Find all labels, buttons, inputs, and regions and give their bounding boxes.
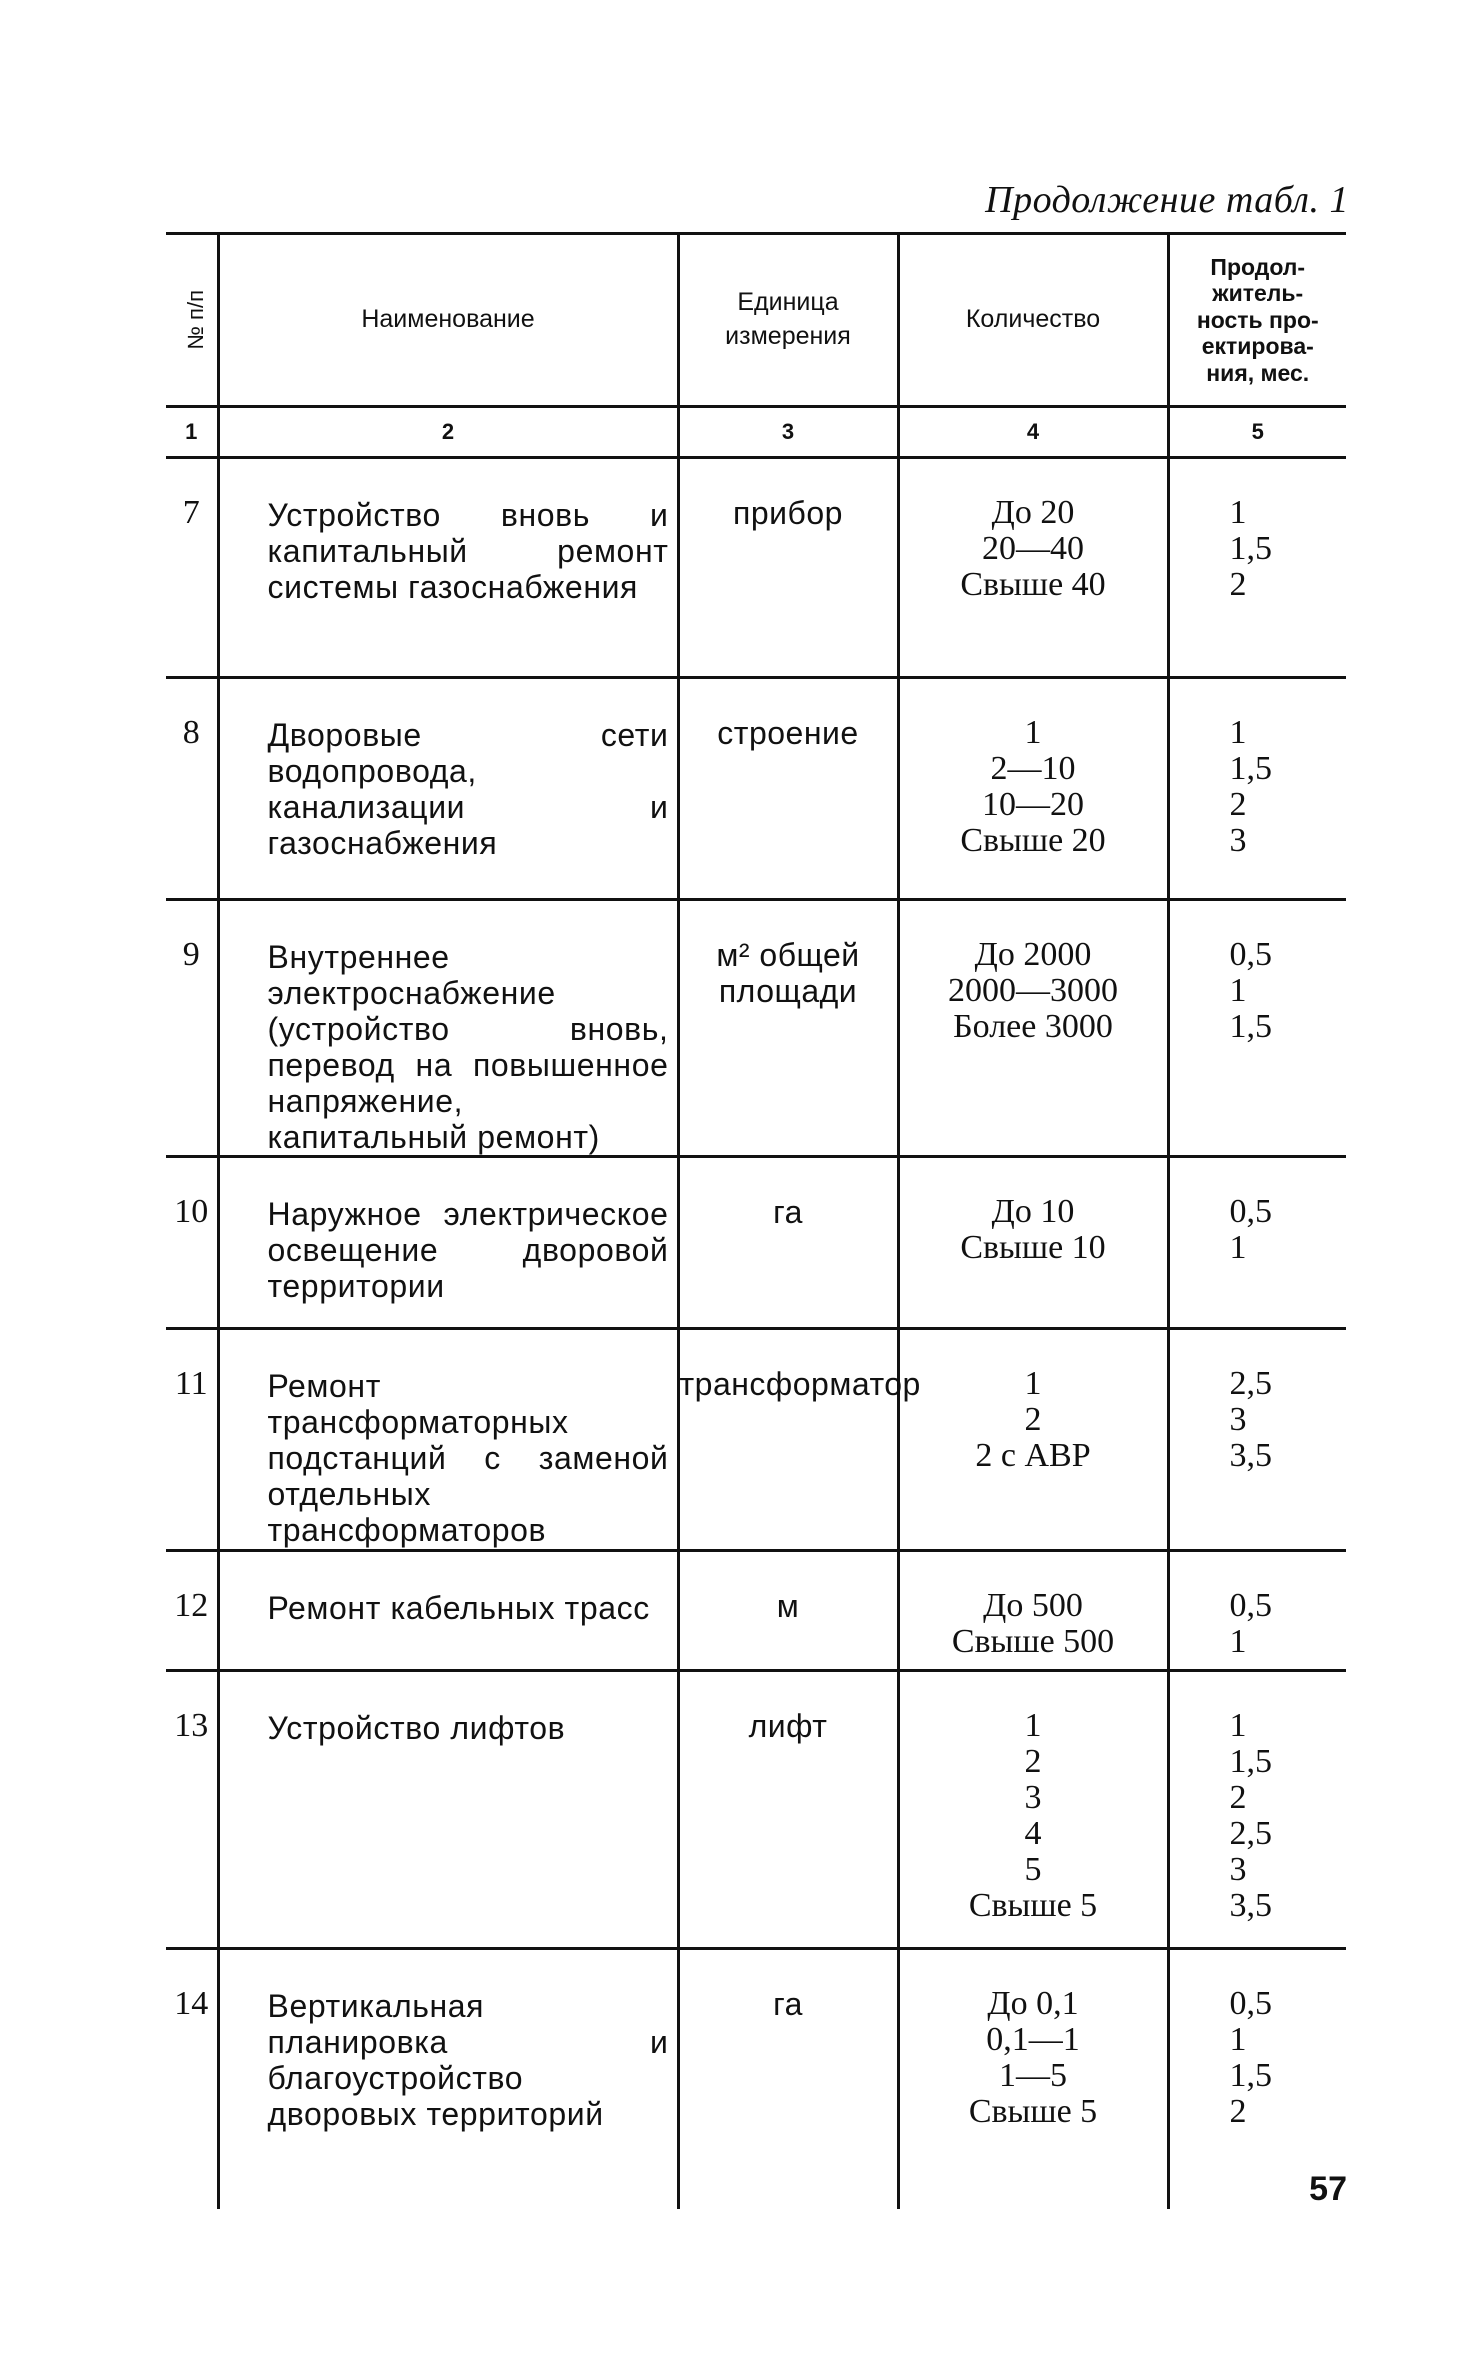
column-number-row bbox=[166, 407, 1346, 458]
row-name: Ремонт трансформаторных подстанций с заменой отдельных трансформаторов bbox=[218, 1329, 678, 1551]
duration-value: 2 bbox=[1229, 2093, 1247, 2130]
duration-value: 1,5 bbox=[1229, 750, 1272, 787]
duration-value: 1 bbox=[1229, 494, 1247, 531]
quantity-value: 1—5 bbox=[999, 2057, 1067, 2094]
table-row bbox=[166, 1551, 1346, 1671]
row-unit: трансформатор bbox=[678, 1329, 898, 1551]
quantity-value: 2 bbox=[1024, 1401, 1042, 1438]
row-name: Внутреннее электроснабжение (устройство вновь, перевод на повышенное напряжение, капитальный ремонт) bbox=[218, 900, 678, 1157]
row-name: Устройство лифтов bbox=[218, 1671, 678, 1949]
duration-value: 1,5 bbox=[1229, 1008, 1272, 1045]
quantity-value: 2 с АВР bbox=[975, 1437, 1091, 1474]
quantity-value: Свыше 10 bbox=[960, 1229, 1106, 1266]
header-number: № п/п bbox=[166, 234, 218, 407]
duration-value: 0,5 bbox=[1229, 1193, 1272, 1230]
row-name: Дворовые сети водопровода, канализации и газоснабжения bbox=[218, 678, 678, 900]
table-row bbox=[166, 678, 1346, 900]
data-table bbox=[166, 232, 1346, 2209]
quantity-value: Свыше 5 bbox=[968, 2093, 1098, 2130]
row-number: 12 bbox=[166, 1551, 218, 1671]
row-number: 8 bbox=[166, 678, 218, 900]
page-number: 57 bbox=[1309, 2170, 1347, 2208]
colnum-1: 1 bbox=[166, 407, 218, 458]
duration-value: 1 bbox=[1229, 714, 1247, 751]
duration-value: 3 bbox=[1229, 822, 1247, 859]
continuation-caption: Продолжение табл. 1 bbox=[985, 179, 1349, 221]
quantity-value: 4 bbox=[1024, 1815, 1042, 1852]
duration-value: 2 bbox=[1229, 566, 1247, 603]
table-row bbox=[166, 1157, 1346, 1329]
row-duration bbox=[1168, 1551, 1346, 1671]
row-name: Наружное электрическое освещение дворовой территории bbox=[218, 1157, 678, 1329]
quantity-value: До 20 bbox=[991, 494, 1075, 531]
duration-value: 1 bbox=[1229, 972, 1247, 1009]
colnum-2: 2 bbox=[218, 407, 678, 458]
duration-value: 0,5 bbox=[1229, 1587, 1272, 1624]
row-duration bbox=[1168, 1671, 1346, 1949]
row-quantity bbox=[898, 1671, 1168, 1949]
row-number: 9 bbox=[166, 900, 218, 1157]
table-row bbox=[166, 900, 1346, 1157]
duration-value: 3,5 bbox=[1229, 1437, 1272, 1474]
row-number: 13 bbox=[166, 1671, 218, 1949]
duration-value: 1 bbox=[1229, 1229, 1247, 1266]
row-unit: прибор bbox=[678, 458, 898, 678]
quantity-value: 2000—3000 bbox=[948, 972, 1118, 1009]
duration-value: 1 bbox=[1229, 1707, 1247, 1744]
row-duration bbox=[1168, 1329, 1346, 1551]
quantity-value: 10—20 bbox=[982, 786, 1084, 823]
duration-value: 0,5 bbox=[1229, 1985, 1272, 2022]
duration-value: 1 bbox=[1229, 2021, 1247, 2058]
row-quantity bbox=[898, 1329, 1168, 1551]
row-unit: м bbox=[678, 1551, 898, 1671]
quantity-value: 2 bbox=[1024, 1743, 1042, 1780]
header-unit: Единица измерения bbox=[678, 234, 898, 407]
header-quantity: Количество bbox=[898, 234, 1168, 407]
row-number: 10 bbox=[166, 1157, 218, 1329]
row-name: Устройство вновь и капитальный ремонт системы газоснабжения bbox=[218, 458, 678, 678]
quantity-value: До 10 bbox=[991, 1193, 1075, 1230]
row-quantity bbox=[898, 678, 1168, 900]
duration-value: 1,5 bbox=[1229, 530, 1272, 567]
row-unit: га bbox=[678, 1949, 898, 2209]
quantity-value: 2—10 bbox=[990, 750, 1076, 787]
duration-value: 1 bbox=[1229, 1623, 1247, 1660]
duration-value: 3,5 bbox=[1229, 1887, 1272, 1924]
quantity-value: 0,1—1 bbox=[986, 2021, 1080, 2058]
duration-value: 1,5 bbox=[1229, 1743, 1272, 1780]
colnum-3: 3 bbox=[678, 407, 898, 458]
quantity-value: Свыше 20 bbox=[960, 822, 1106, 859]
quantity-value: 1 bbox=[1024, 1365, 1042, 1402]
row-number: 14 bbox=[174, 1985, 209, 2022]
quantity-value: 1 bbox=[1024, 1707, 1042, 1744]
quantity-value: До 0,1 bbox=[987, 1985, 1079, 2022]
duration-value: 3 bbox=[1229, 1851, 1247, 1888]
header-duration: Продол- житель- ность про- ектирова- ния, мес. bbox=[1168, 234, 1346, 407]
row-quantity bbox=[898, 900, 1168, 1157]
row-duration bbox=[1168, 1157, 1346, 1329]
quantity-value: 5 bbox=[1024, 1851, 1042, 1888]
quantity-value: 20—40 bbox=[982, 530, 1084, 567]
duration-value: 2,5 bbox=[1229, 1815, 1272, 1852]
duration-value: 2,5 bbox=[1229, 1365, 1272, 1402]
row-quantity bbox=[898, 1551, 1168, 1671]
row-name: Вертикальная планировка и благоустройство дворовых территорий bbox=[218, 1949, 678, 2209]
duration-value: 1,5 bbox=[1229, 2057, 1272, 2094]
duration-value: 3 bbox=[1229, 1401, 1247, 1438]
duration-value: 2 bbox=[1229, 786, 1247, 823]
header-name: Наименование bbox=[218, 234, 678, 407]
quantity-value: Более 3000 bbox=[953, 1008, 1113, 1045]
row-unit: м² общей площади bbox=[678, 900, 898, 1157]
row-number: 11 bbox=[166, 1329, 218, 1551]
row-quantity bbox=[898, 1157, 1168, 1329]
row-duration bbox=[1168, 900, 1346, 1157]
header-row bbox=[166, 234, 1346, 407]
row-quantity bbox=[898, 1949, 1168, 2209]
quantity-value: До 500 bbox=[983, 1587, 1083, 1624]
colnum-5: 5 bbox=[1168, 407, 1346, 458]
table-row bbox=[166, 1949, 1346, 2209]
row-quantity bbox=[898, 458, 1168, 678]
duration-value: 2 bbox=[1229, 1779, 1247, 1816]
quantity-value: 3 bbox=[1024, 1779, 1042, 1816]
colnum-4: 4 bbox=[898, 407, 1168, 458]
duration-value: 0,5 bbox=[1229, 936, 1272, 973]
row-number: 7 bbox=[166, 458, 218, 678]
table-row bbox=[166, 1329, 1346, 1551]
table-row bbox=[166, 1671, 1346, 1949]
row-unit: га bbox=[678, 1157, 898, 1329]
quantity-value: Свыше 40 bbox=[960, 566, 1106, 603]
quantity-value: Свыше 500 bbox=[951, 1623, 1115, 1660]
row-name: Ремонт кабельных трасс bbox=[218, 1551, 678, 1671]
row-duration bbox=[1168, 458, 1346, 678]
row-unit: строение bbox=[678, 678, 898, 900]
table-row bbox=[166, 458, 1346, 678]
quantity-value: Свыше 5 bbox=[968, 1887, 1098, 1924]
row-unit: лифт bbox=[678, 1671, 898, 1949]
quantity-value: До 2000 bbox=[974, 936, 1092, 973]
row-duration bbox=[1168, 678, 1346, 900]
quantity-value: 1 bbox=[1024, 714, 1042, 751]
